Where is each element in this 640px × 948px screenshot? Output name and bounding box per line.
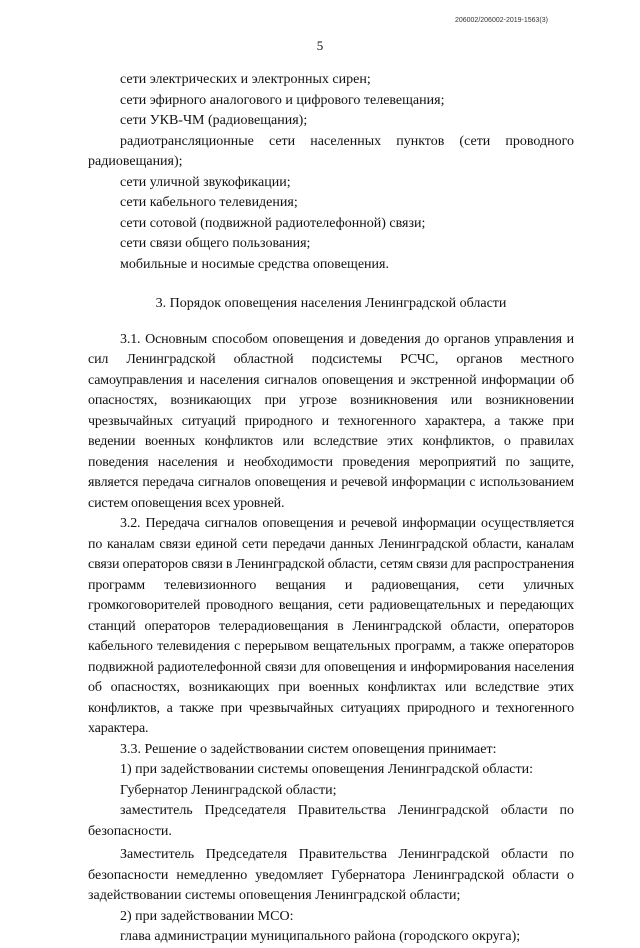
list-item: радиотрансляционные сети населенных пунктов (сети проводного радиовещания);	[88, 133, 574, 169]
paragraph-3-2: 3.2. Передача сигналов оповещения и речевой информации осуществляется по каналам связи единой сети передачи данных Ленинградской области, каналам связи операторов связи в Ленинградской области, сетям связи для распространения программ телевизионного вещания и радиовещания, сети уличных громкоговорителей проводного вещания, сети радиовещательных и передающих станций операторов телерадиовещания в Ленинградской области, операторов кабельного телевидения с перерывом вещательных программ, а также операторов подвижной радиотелефонной связи для оповещения и информирования населения об опасностях, возникающих при военных конфликтах или вследствие этих конфликтов, а также при чрезвычайных ситуациях природного и техногенного характера.	[88, 516, 574, 736]
document-body	[88, 70, 574, 948]
list-item: сети электрических и электронных сирен;	[120, 72, 371, 87]
list-item: сети УКВ-ЧМ (радиовещания);	[120, 113, 308, 128]
list-item: сети сотовой (подвижной радиотелефонной) связи;	[120, 215, 426, 231]
paragraph-3-3-2: 2) при задействовании МСО:	[120, 908, 294, 924]
list-item: сети уличной звукофикации;	[120, 174, 291, 190]
governor-line: Губернатор Ленинградской области;	[120, 782, 337, 798]
section-heading: 3. Порядок оповещения населения Ленинградской области	[155, 296, 507, 311]
list-item: сети связи общего пользования;	[120, 236, 311, 251]
list-item: мобильные и носимые средства оповещения.	[120, 256, 389, 272]
list-item: сети эфирного аналогового и цифрового телевещания;	[120, 92, 445, 108]
list-item: сети кабельного телевидения;	[120, 195, 298, 210]
paragraph-3-3: 3.3. Решение о задействовании систем оповещения принимает:	[120, 741, 497, 757]
head-admin-line: глава администрации муниципального района (городского округа);	[120, 929, 521, 944]
document-id: 206002/206002-2019-1563(3)	[454, 17, 548, 24]
page-number: 5	[316, 38, 324, 53]
deputy-line: заместитель Председателя Правительства Ленинградской области по безопасности.	[88, 803, 574, 839]
paragraph-3-3-1: 1) при задействовании системы оповещения Ленинградской области:	[120, 762, 534, 777]
paragraph-3-1: 3.1. Основным способом оповещения и доведения до органов управления и сил Ленинградской областной подсистемы РСЧС, органов местного самоуправления и населения сигналов оповещения и экстренной информации об опасностях, возникающих при угрозе возникновения или возникновении чрезвычайных ситуаций природного и техногенного характера, а также при ведении военных конфликтов или вследствие этих конфликтов, о правилах поведения населения и необходимости проведения мероприятий по защите, является передача сигналов оповещения и речевой информации с использованием систем оповещения всех уровней.	[88, 331, 574, 511]
deputy-notify-paragraph: Заместитель Председателя Правительства Ленинградской области по безопасности немедленно уведомляет Губернатора Ленинградской области о задействовании системы оповещения Ленинградской области;	[88, 847, 574, 903]
